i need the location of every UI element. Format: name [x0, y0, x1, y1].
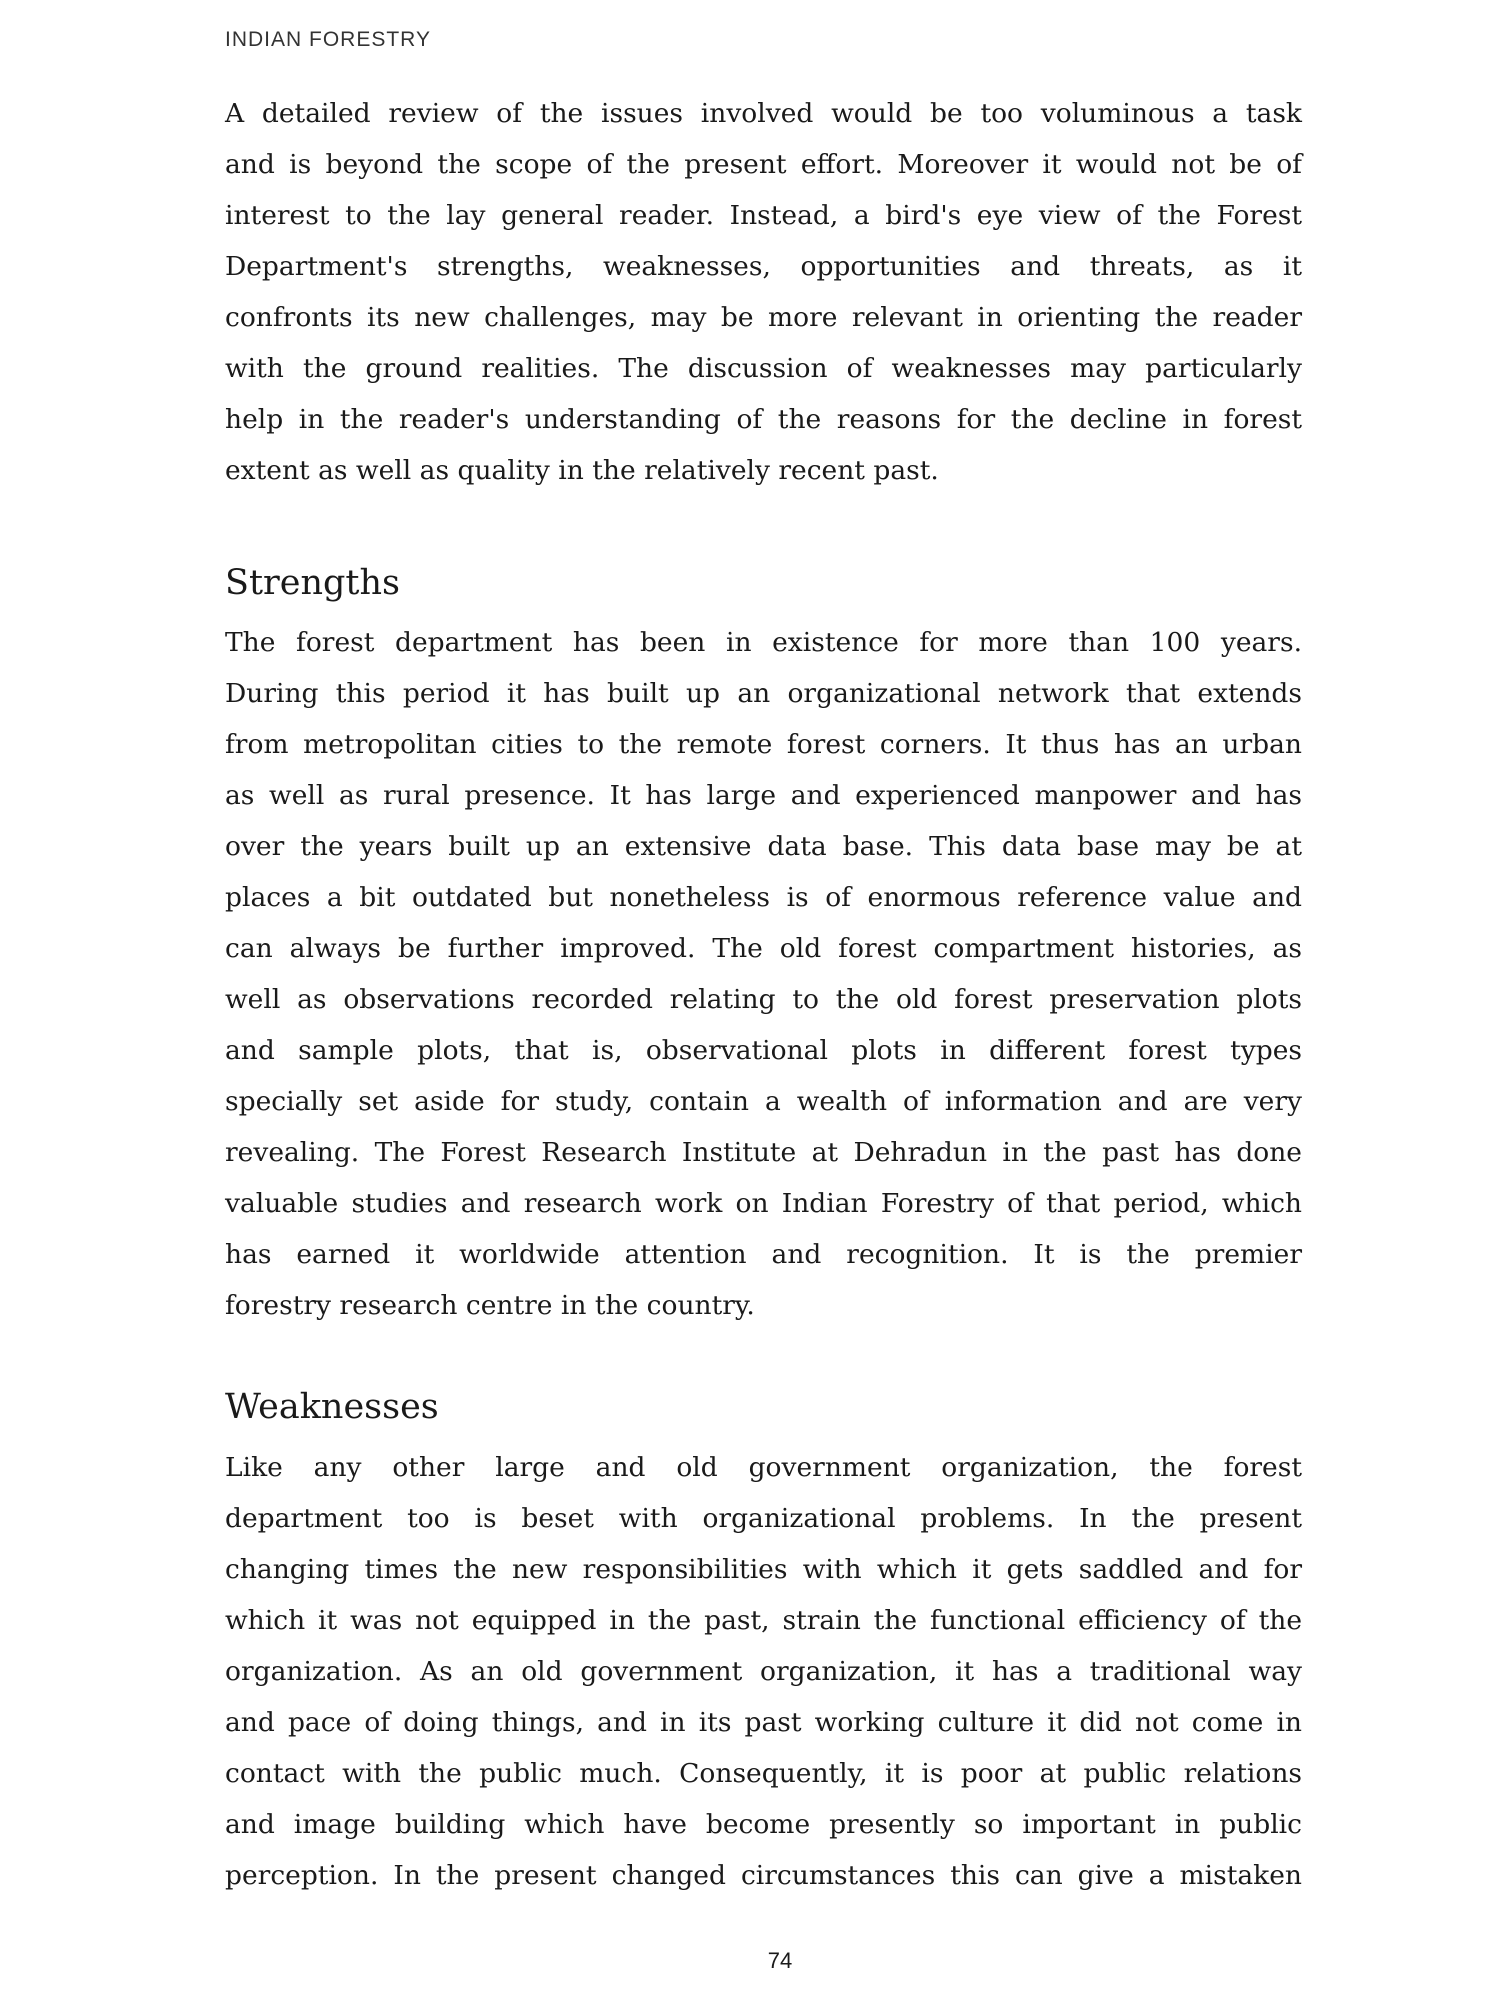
section-heading-strengths: Strengths [225, 563, 400, 603]
text-line: changing times the new responsibilities with which it gets saddled and for [225, 1554, 1302, 1585]
text-line: department too is beset with organizational problems. In the present [225, 1503, 1302, 1534]
text-line: A detailed review of the issues involved would be too voluminous a task [225, 98, 1302, 129]
strengths-paragraph [225, 617, 1302, 1331]
text-line: confronts its new challenges, may be more relevant in orienting the reader [225, 302, 1302, 333]
text-line: has earned it worldwide attention and recognition. It is the premier [225, 1239, 1302, 1270]
text-line: During this period it has built up an organizational network that extends [225, 678, 1302, 709]
text-line: contact with the public much. Consequently, it is poor at public relations [225, 1758, 1302, 1789]
text-line: revealing. The Forest Research Institute at Dehradun in the past has done [225, 1137, 1302, 1168]
text-line: and sample plots, that is, observational plots in different forest types [225, 1035, 1302, 1066]
text-line: perception. In the present changed circumstances this can give a mistaken [225, 1860, 1302, 1891]
intro-paragraph [225, 88, 1302, 496]
text-line: organization. As an old government organization, it has a traditional way [225, 1656, 1302, 1687]
text-line: and is beyond the scope of the present effort. Moreover it would not be of [225, 149, 1302, 180]
text-line: can always be further improved. The old forest compartment histories, as [225, 933, 1302, 964]
text-line: Department's strengths, weaknesses, opportunities and threats, as it [225, 251, 1302, 282]
text-line: which it was not equipped in the past, strain the functional efficiency of the [225, 1605, 1302, 1636]
text-line: specially set aside for study, contain a wealth of information and are very [225, 1086, 1302, 1117]
text-line: forestry research centre in the country. [225, 1290, 755, 1321]
page-number: 74 [767, 1948, 793, 1973]
text-line: as well as rural presence. It has large and experienced manpower and has [225, 780, 1302, 811]
weaknesses-paragraph [225, 1442, 1302, 1901]
text-line: and pace of doing things, and in its past working culture it did not come in [225, 1707, 1302, 1738]
text-line: The forest department has been in existence for more than 100 years. [225, 627, 1302, 658]
text-line: with the ground realities. The discussion of weaknesses may particularly [225, 353, 1302, 384]
text-line: help in the reader's understanding of the reasons for the decline in forest [225, 404, 1302, 435]
running-header: INDIAN FORESTRY [225, 28, 431, 51]
text-line: Like any other large and old government organization, the forest [225, 1452, 1302, 1483]
text-line: places a bit outdated but nonetheless is of enormous reference value and [225, 882, 1302, 913]
text-line: interest to the lay general reader. Instead, a bird's eye view of the Forest [225, 200, 1302, 231]
text-line: well as observations recorded relating to the old forest preservation plots [225, 984, 1302, 1015]
text-line: from metropolitan cities to the remote forest corners. It thus has an urban [225, 729, 1302, 760]
text-line: and image building which have become presently so important in public [225, 1809, 1302, 1840]
text-line: extent as well as quality in the relatively recent past. [225, 455, 939, 486]
section-heading-weaknesses: Weaknesses [225, 1387, 439, 1427]
text-line: valuable studies and research work on Indian Forestry of that period, which [225, 1188, 1302, 1219]
text-line: over the years built up an extensive data base. This data base may be at [225, 831, 1302, 862]
